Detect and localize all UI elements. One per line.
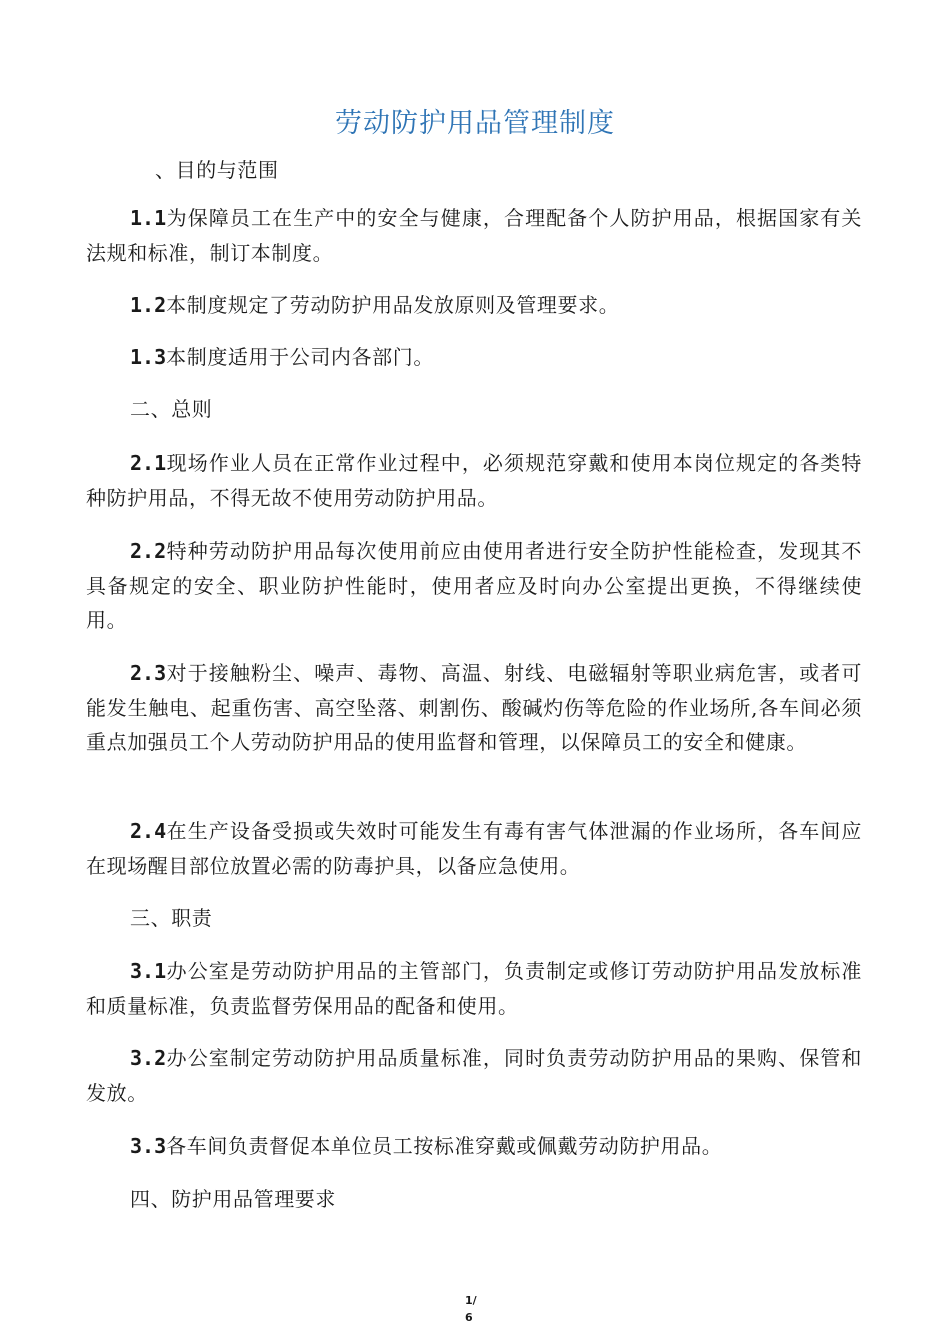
clause-number: 2.2 [130,539,167,563]
clause-text: 特种劳动防护用品每次使用前应由使用者进行安全防护性能检查，发现其不具备规定的安全、职业防护性能时，使用者应及时向办公室提出更换，不得继续使用。 [86,539,862,632]
clause-number: 3.1 [130,959,167,983]
clause-text: 本制度规定了劳动防护用品发放原则及管理要求。 [166,293,620,317]
clause-text: 为保障员工在生产中的安全与健康，合理配备个人防护用品，根据国家有关法规和标准，制订本制度。 [86,206,862,265]
clause-2-1 [86,446,862,515]
clause-number: 3.3 [130,1134,167,1158]
clause-text: 办公室是劳动防护用品的主管部门，负责制定或修订劳动防护用品发放标准和质量标准，负责监督劳保用品的配备和使用。 [86,959,862,1018]
clause-text: 在生产设备受损或失效时可能发生有毒有害气体泄漏的作业场所，各车间应在现场醒目部位放置必需的防毒护具，以备应急使用。 [86,819,862,878]
clause-number: 1.1 [130,206,167,230]
clause-number: 1.2 [130,293,167,317]
clause-1-1 [86,201,862,270]
document-title: 劳动防护用品管理制度 [335,108,615,139]
clause-text: 办公室制定劳动防护用品质量标准，同时负责劳动防护用品的果购、保管和发放。 [86,1046,862,1105]
clause-1-3 [86,340,862,375]
page-number-total: 6 [465,1311,473,1324]
section-heading-requirements: 四、防护用品管理要求 [130,1187,336,1211]
clause-3-3 [86,1129,862,1164]
section-heading-duties: 三、职责 [130,906,213,930]
clause-number: 1.3 [130,345,167,369]
clause-number: 2.4 [130,819,167,843]
clause-3-1 [86,954,862,1023]
page-number [465,1292,495,1326]
clause-text: 本制度适用于公司内各部门。 [166,345,434,369]
section-heading-general: 二、总则 [130,397,213,421]
section-heading-purpose: 、目的与范围 [155,158,279,182]
clause-text: 现场作业人员在正常作业过程中，必须规范穿戴和使用本岗位规定的各类特种防护用品，不得无故不使用劳动防护用品。 [86,451,862,510]
clause-2-2 [86,534,862,638]
clause-3-2 [86,1041,862,1110]
clause-2-4 [86,814,862,883]
clause-number: 2.1 [130,451,167,475]
clause-text: 对于接触粉尘、噪声、毒物、高温、射线、电磁辐射等职业病危害，或者可能发生触电、起重伤害、高空坠落、刺割伤、酸碱灼伤等危险的作业场所,各车间必须重点加强员工个人劳动防护用品的使用监督和管理，以保障员工的安全和健康。 [86,661,862,754]
clause-number: 2.3 [130,661,167,685]
clause-number: 3.2 [130,1046,167,1070]
clause-1-2 [86,288,862,323]
clause-text: 各车间负责督促本单位员工按标准穿戴或佩戴劳动防护用品。 [166,1134,723,1158]
page-number-current: 1/ [465,1294,477,1307]
clause-2-3 [86,656,862,760]
